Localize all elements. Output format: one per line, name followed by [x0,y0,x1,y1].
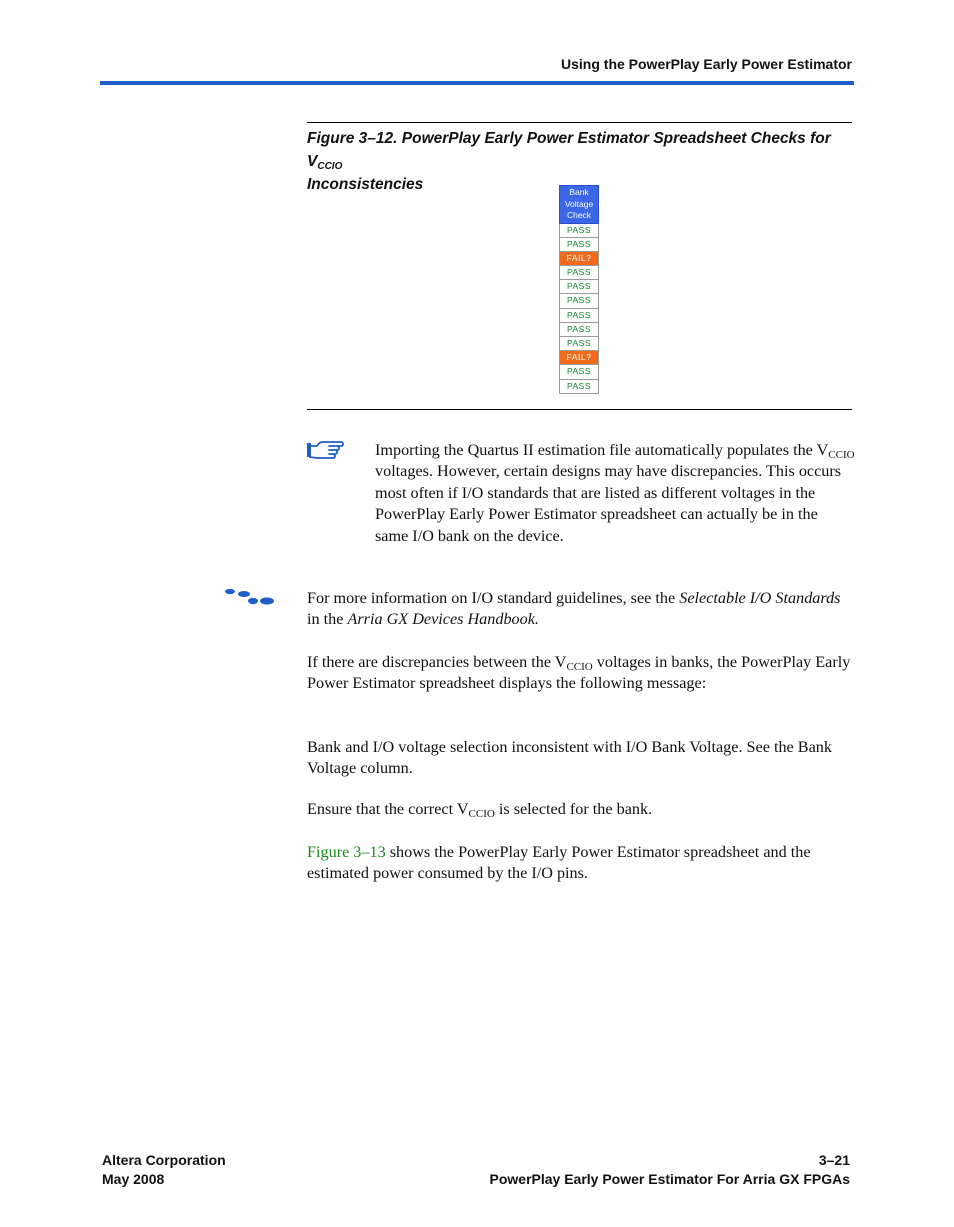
footprints-icon [224,588,276,613]
tip-italic-2: Arria GX Devices Handbook. [347,610,539,629]
footer-left [102,1151,226,1189]
check-row: PASS [559,280,599,294]
discrepancy-text-2: voltages in banks, the PowerPlay Early Power Estimator spreadsheet displays the following message: [307,653,851,693]
figure-reference-paragraph [307,842,855,885]
footer-date: May 2008 [102,1171,165,1187]
check-row: FAIL? [559,252,599,266]
note-text-2: voltages. However, certain designs may have discrepancies. This occurs most often if I/O standards that are listed as different voltages in the PowerPlay Early Power Estimator spreadsheet can actually be in the same I/O bank on the device. [375,462,842,545]
check-header-line: Bank [569,187,589,197]
figref-text: shows the PowerPlay Early Power Estimator spreadsheet and the estimated power consumed by the I/O pins. [307,843,811,883]
check-row: PASS [559,266,599,280]
footer-book-title: PowerPlay Early Power Estimator For Arria GX FPGAs [489,1171,850,1187]
figure-3-13-link[interactable]: Figure 3–13 [307,843,386,861]
ensure-sub: CCIO [468,808,495,820]
footer-right [490,1151,851,1189]
ensure-text-2: is selected for the bank. [494,800,653,818]
note-sub: CCIO [828,449,855,461]
check-row: PASS [559,365,599,379]
page-header-title: Using the PowerPlay Early Power Estimator [561,56,852,72]
check-row: PASS [559,309,599,323]
ensure-text-1: Ensure that the correct V [307,800,469,818]
tip-text-1: For more information on I/O standard guidelines, see the [307,589,680,607]
check-row: PASS [559,380,599,394]
ensure-paragraph [307,799,855,820]
figure-caption-sub: CCIO [317,161,343,172]
check-row: PASS [559,294,599,308]
check-row: PASS [559,238,599,252]
discrepancy-paragraph [307,652,855,695]
tip-italic-1: Selectable I/O Standards [679,589,841,607]
discrepancy-text-1: If there are discrepancies between the V [307,653,567,671]
pointing-hand-icon [307,440,345,465]
discrepancy-sub: CCIO [566,661,593,673]
check-header-line: Voltage [564,198,594,209]
note-text-1: Importing the Quartus II estimation file automatically populates the V [375,441,829,459]
footer-company: Altera Corporation [102,1152,226,1168]
check-table-header [559,185,599,224]
note-paragraph [375,440,855,547]
check-row: PASS [559,323,599,337]
header-rule [100,81,854,85]
more-info-paragraph [307,588,855,631]
figure-caption-end: Inconsistencies [307,176,424,193]
figure-bottom-rule [307,409,852,410]
check-row: FAIL? [559,351,599,365]
check-row: PASS [559,224,599,238]
check-row: PASS [559,337,599,351]
tip-text-2: in the [307,610,348,629]
message-paragraph: Bank and I/O voltage selection inconsistent with I/O Bank Voltage. See the Bank Voltage column. [307,738,832,778]
figure-top-rule [307,122,852,123]
bank-voltage-check-table [559,185,599,394]
figure-caption-main: Figure 3–12. PowerPlay Early Power Estimator Spreadsheet Checks for V [307,130,831,170]
check-header-line: Check [566,210,592,220]
footer-page-number: 3–21 [818,1152,850,1168]
